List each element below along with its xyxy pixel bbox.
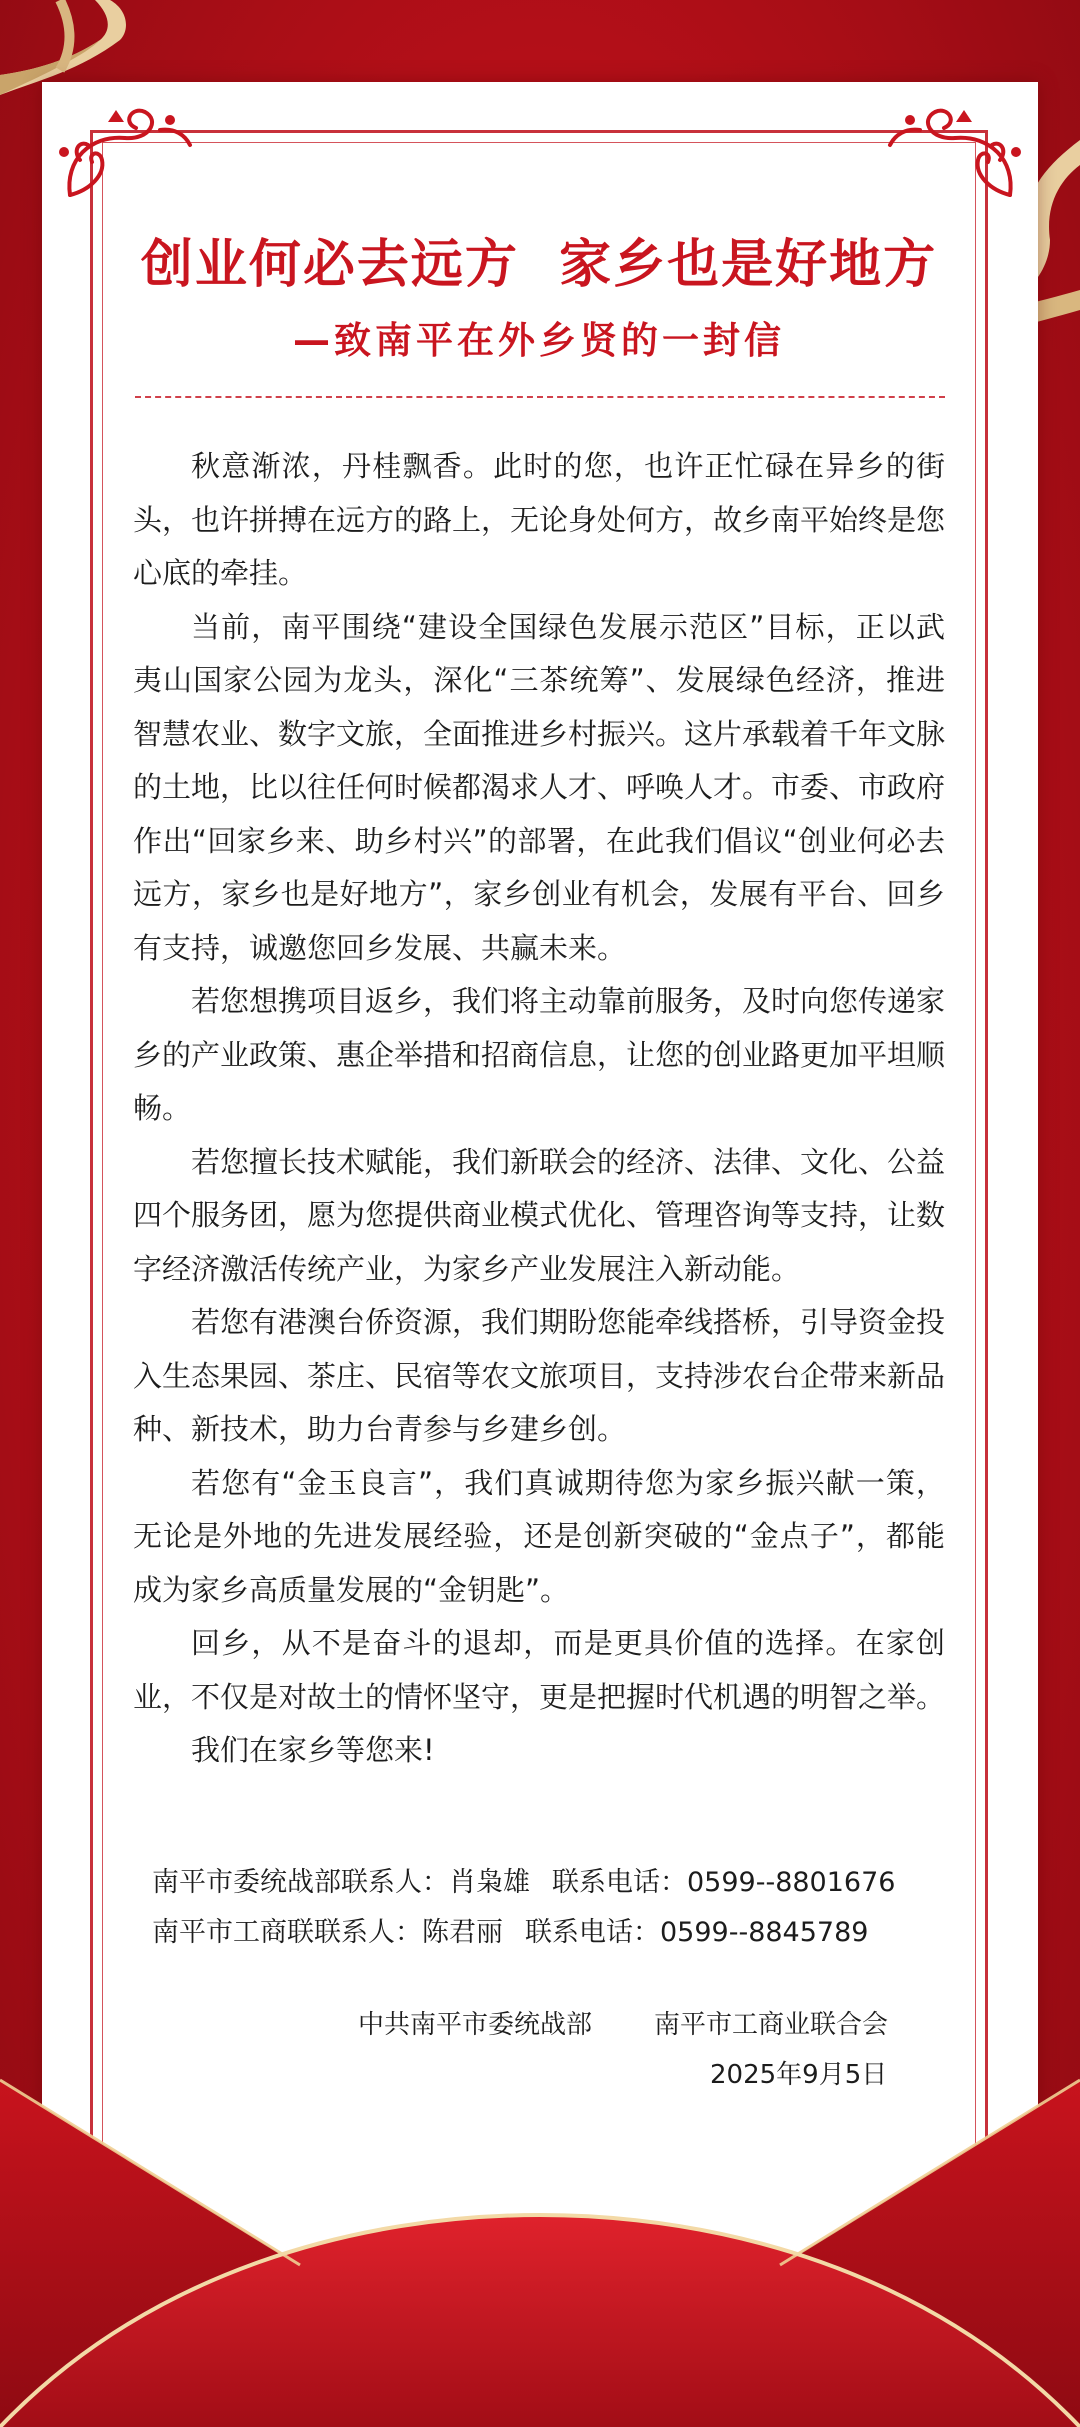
signature-org-united-front: 中共南平市委统战部 [358,2010,593,2040]
contact-name: 南平市委统战部联系人：肖枭雄 [152,1867,530,1898]
contact-row [152,1908,952,1958]
signature-date: 2025年9月5日 [710,2060,888,2090]
contact-row [152,1858,952,1908]
paragraph-return-home: 回乡，从不是奋斗的退却，而是更具价值的选择。在家创业，不仅是对故土的情怀坚守，更是把握时代机遇的明智之举。 [133,1626,946,1714]
corner-ornament-right-icon [880,100,1030,210]
dashed-divider [135,396,945,398]
paragraph-closing: 我们在家乡等您来! [191,1733,435,1767]
paragraph-current-situation: 当前，南平围绕“建设全国绿色发展示范区”目标，正以武夷山国家公园为龙头，深化“三茶统筹”、发展绿色经济，推进智慧农业、数字文旅，全面推进乡村振兴。这片承载着千年文脉的土地，比以往任何时候都渴求人才、呼唤人才。市委、市政府作出“回家乡来、助乡村兴”的部署，在此我们倡议“创业何必去远方，家乡也是好地方”，家乡创业有机会，发展有平台、回乡有支持，诚邀您回乡发展、共赢未来。 [133,609,946,965]
contact-phone: 联系电话：0599--8845789 [525,1917,869,1948]
letter-body [133,440,945,1778]
signature-org-federation: 南平市工商业联合会 [654,2010,889,2040]
contact-name: 南平市工商联联系人：陈君丽 [152,1917,503,1948]
letter-subtitle: —致南平在外乡贤的一封信 [293,319,785,362]
paragraph-technology: 若您擅长技术赋能，我们新联会的经济、法律、文化、公益四个服务团，愿为您提供商业模式优化、管理咨询等支持，让数字经济激活传统产业，为家乡产业发展注入新动能。 [133,1144,946,1286]
contact-info [152,1858,952,1958]
contact-phone: 联系电话：0599--8801676 [552,1867,896,1898]
corner-ornament-left-icon [50,100,200,210]
paragraph-greeting: 秋意渐浓，丹桂飘香。此时的您，也许正忙碌在异乡的街头，也许拼搏在远方的路上，无论身处何方，故乡南平始终是您心底的牵挂。 [133,449,946,590]
paragraph-advice: 若您有“金玉良言”，我们真诚期待您为家乡振兴献一策，无论是外地的先进发展经验，还是创新突破的“金点子”，都能成为家乡高质量发展的“金钥匙”。 [133,1465,945,1607]
envelope-bottom-graphic [0,2060,1080,2427]
paragraph-overseas-resources: 若您有港澳台侨资源，我们期盼您能牵线搭桥，引导资金投入生态果园、茶庄、民宿等农文旅项目，支持涉农台企带来新品种、新技术，助力台青参与乡建乡创。 [133,1305,946,1446]
letter-title: 创业何必去远方 家乡也是好地方 [140,234,938,295]
paragraph-projects: 若您想携项目返乡，我们将主动靠前服务，及时向您传递家乡的产业政策、惠企举措和招商信息，让您的创业路更加平坦顺畅。 [133,984,946,1125]
